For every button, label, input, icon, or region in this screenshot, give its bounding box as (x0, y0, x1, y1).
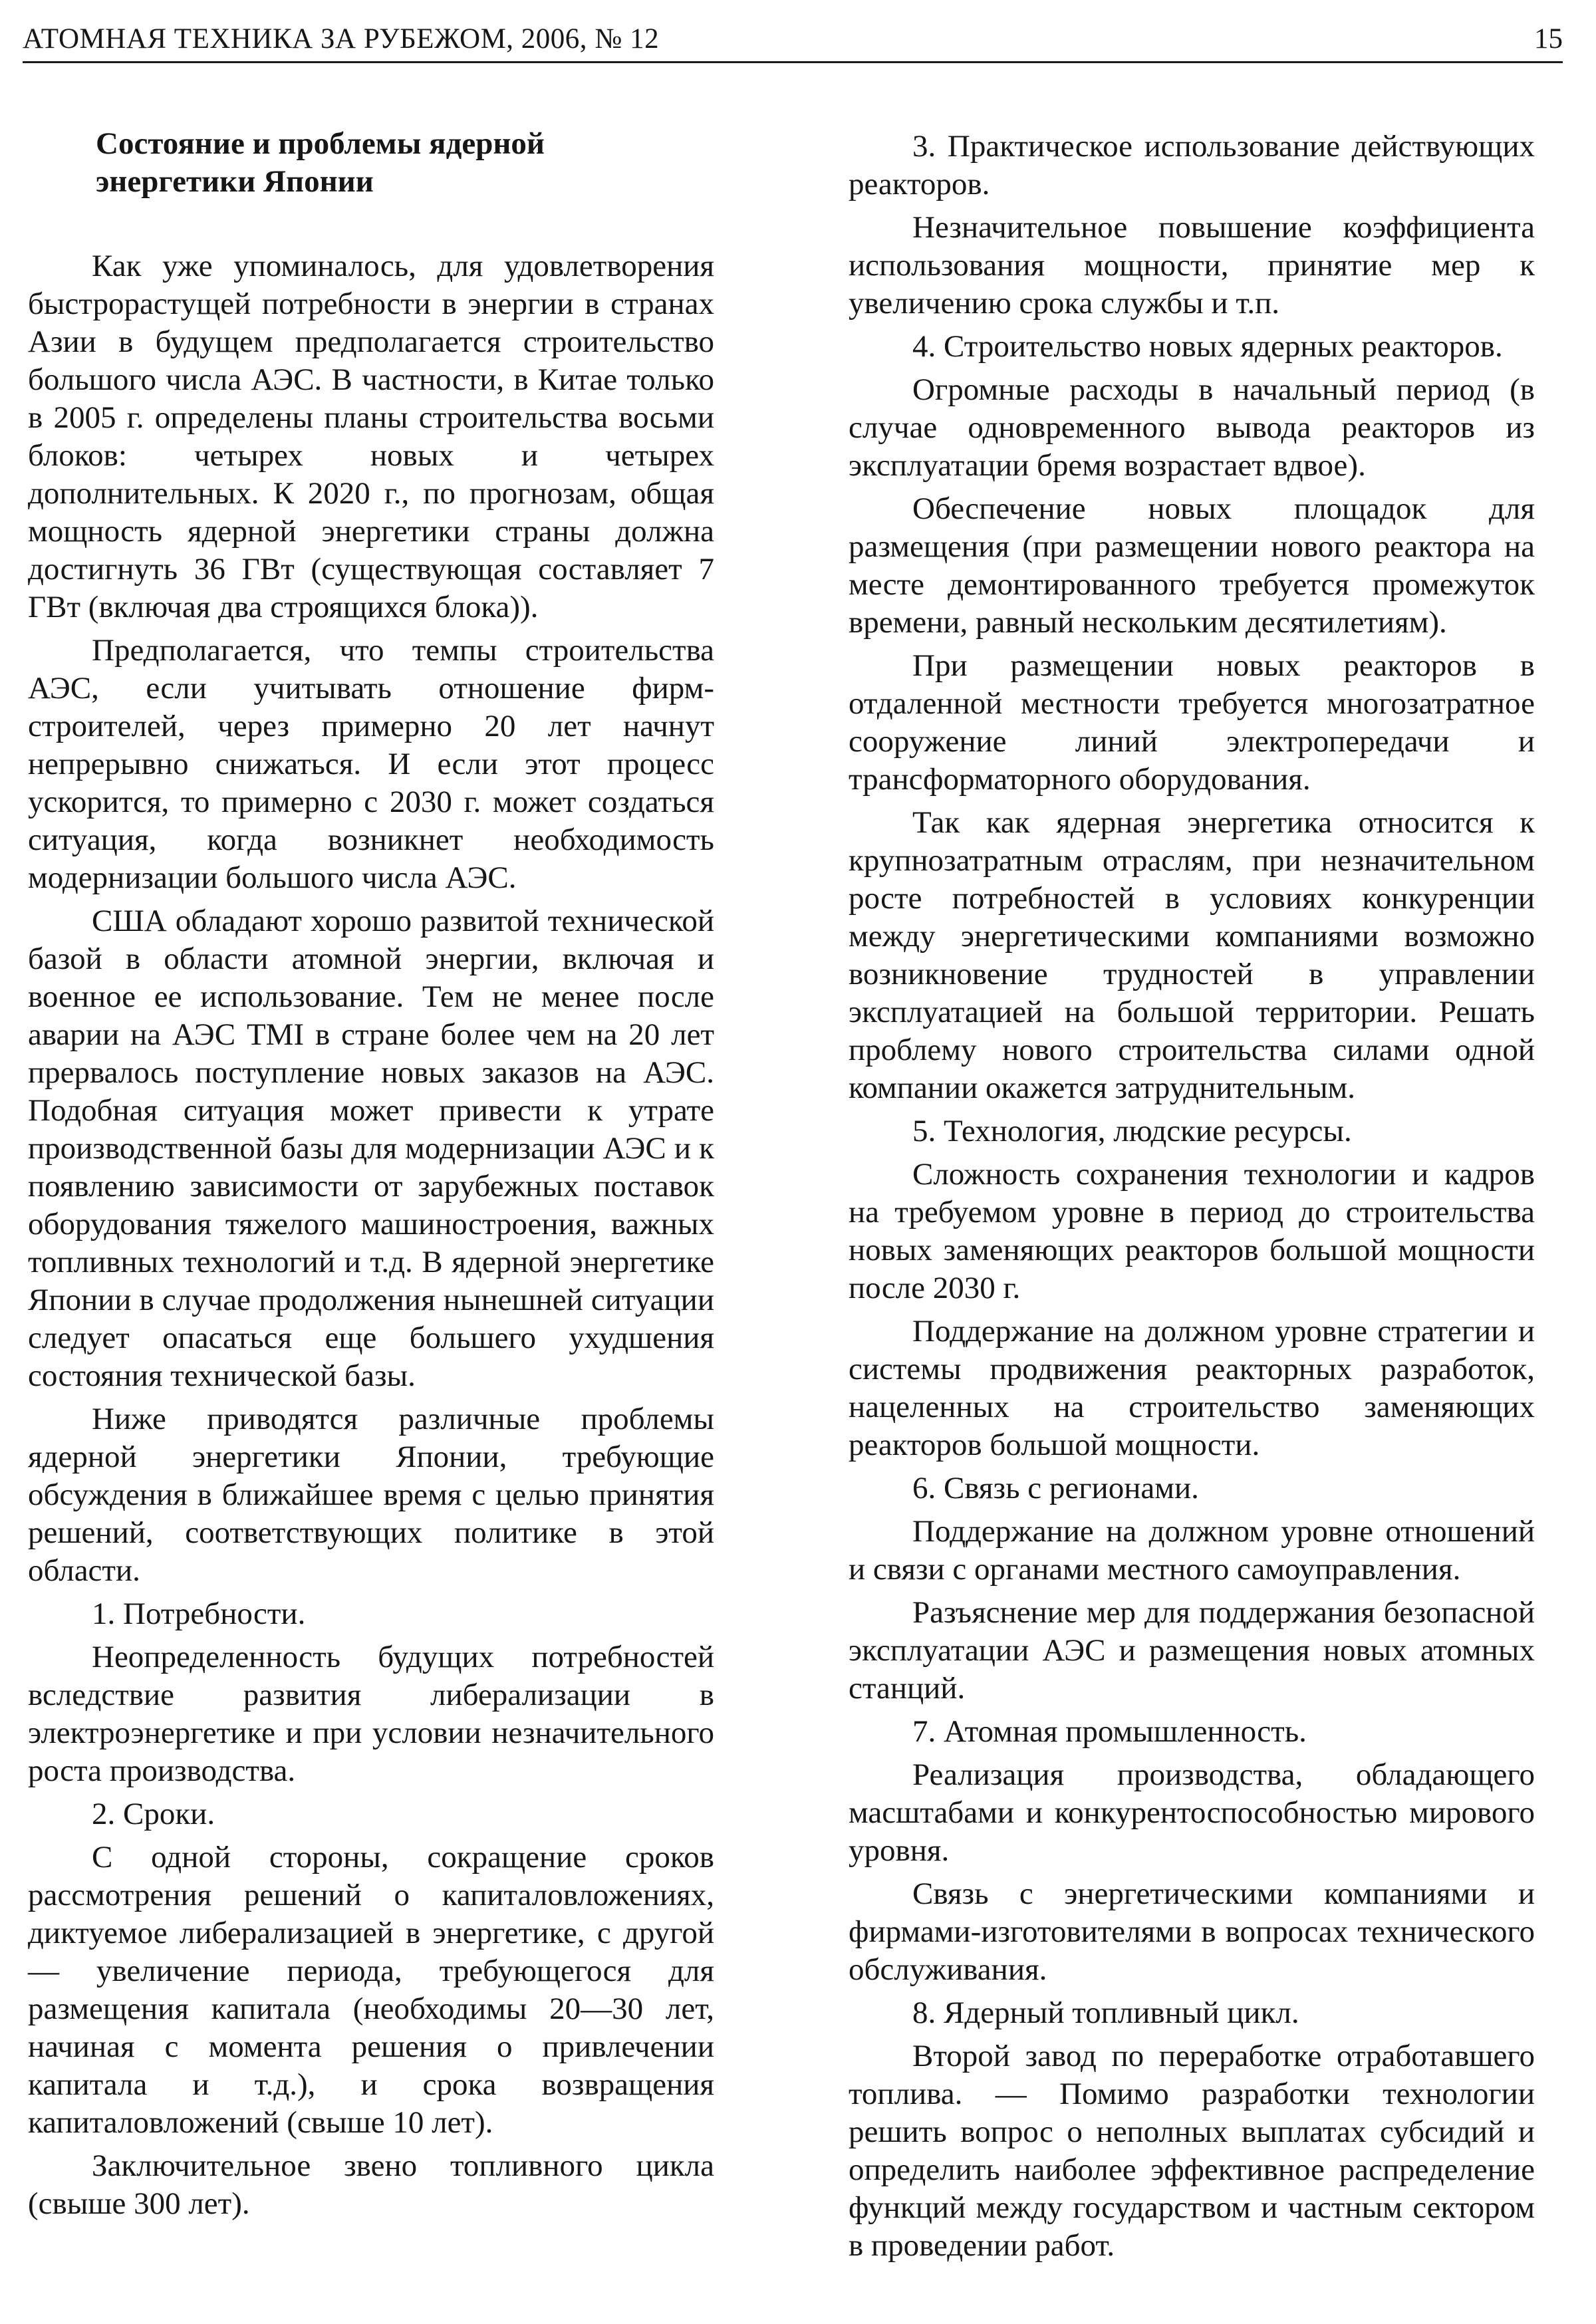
left-column (28, 125, 714, 2223)
section-heading: 6. Связь с регионами. (912, 1471, 1199, 1505)
section-heading: 7. Атомная промышленность. (912, 1714, 1307, 1749)
article-title (96, 125, 714, 201)
paragraph: Заключительное звено топливного цикла (свыше 300 лет). (28, 2148, 714, 2221)
section-heading: 1. Потребности. (92, 1597, 306, 1631)
paragraph: Разъяснение мер для поддержания безопасной эксплуатации АЭС и размещения новых атомных станций. (849, 1595, 1535, 1706)
article-title-line-1: Состояние и проблемы ядерной (96, 126, 545, 161)
paragraph: Сложность сохранения технологии и кадров на требуемом уровне в период до строительства новых заменяющих реакторов большой мощности после 2030 г. (849, 1157, 1535, 1305)
paragraph: Неопределенность будущих потребностей вследствие развития либерализации в электроэнергетике и при условии незначительного роста производства. (28, 1640, 714, 1788)
paragraph: Ниже приводятся различные проблемы ядерной энергетики Японии, требующие обсуждения в ближайшее время с целью принятия решений, соответствующих политике в этой области. (28, 1402, 714, 1588)
section-heading: 5. Технология, людские ресурсы. (912, 1114, 1352, 1148)
paragraph: Как уже упоминалось, для удовлетворения быстрорастущей потребности в энергии в странах Азии в будущем предполагается строительство большого числа АЭС. В частности, в Китае только в 2005 г. определены планы строительства восьми блоков: четырех новых и четырех дополнительных. К 2020 г., по прогнозам, общая мощность ядерной энергетики страны должна достигнуть 36 ГВт (существующая составляет 7 ГВт (включая два строящихся блока)). (28, 249, 714, 624)
paragraph: Так как ядерная энергетика относится к крупнозатратным отраслям, при незначительном росте потребностей в условиях конкуренции между энергетическими компаниями возможно возникновение трудностей в управлении эксплуатацией на большой территории. Решать проблему нового строительства силами одной компании окажется затруднительным. (849, 805, 1535, 1105)
section-heading: 3. Практическое использование действующих реакторов. (849, 129, 1535, 201)
paragraph: США обладают хорошо развитой технической базой в области атомной энергии, включая и военное ее использование. Тем не менее после аварии на АЭС TMI в стране более чем на 20 лет прервалось поступление новых заказов на АЭС. Подобная ситуация может привести к утрате производственной базы для модернизации АЭС и к появлению зависимости от зарубежных поставок оборудования тяжелого машиностроения, важных топливных технологий и т.д. В ядерной энергетике Японии в случае продолжения нынешней ситуации следует опасаться еще большего ухудшения состояния технической базы. (28, 904, 714, 1393)
section-heading: 2. Сроки. (92, 1797, 215, 1831)
running-header (23, 20, 1563, 59)
section-heading: 4. Строительство новых ядерных реакторов. (912, 329, 1503, 364)
paragraph: Реализация производства, обладающего масштабами и конкурентоспособностью мирового уровня. (849, 1757, 1535, 1868)
article-title-line-2: энергетики Японии (96, 164, 374, 199)
paragraph: При размещении новых реакторов в отдаленной местности требуется многозатратное сооружение линий электропередачи и трансформаторного оборудования. (849, 648, 1535, 797)
paragraph: Незначительное повышение коэффициента использования мощности, принятие мер к увеличению срока службы и т.п. (849, 210, 1535, 321)
paragraph: Огромные расходы в начальный период (в случае одновременного вывода реакторов из эксплуатации бремя возрастает вдвое). (849, 372, 1535, 483)
paragraph: Поддержание на должном уровне отношений и связи с органами местного самоуправления. (849, 1514, 1535, 1587)
page-number: 15 (1534, 23, 1563, 55)
paragraph: Предполагается, что темпы строительства АЭС, если учитывать отношение фирм-строителей, через примерно 20 лет начнут непрерывно снижаться. И если этот процесс ускорится, то примерно с 2030 г. может создаться ситуация, когда возникнет необходимость модернизации большого числа АЭС. (28, 633, 714, 895)
section-heading: 8. Ядерный топливный цикл. (912, 1996, 1299, 2030)
paragraph: Поддержание на должном уровне стратегии и системы продвижения реакторных разработок, нацеленных на строительство заменяющих реакторов большой мощности. (849, 1314, 1535, 1462)
right-column (849, 128, 1535, 2265)
paragraph: Второй завод по переработке отработавшего топлива. — Помимо разработки технологии решить вопрос о неполных выплатах субсидий и определить наиболее эффективное распределение функций между государством и частным сектором в проведении работ. (849, 2039, 1535, 2263)
journal-title: АТОМНАЯ ТЕХНИКА ЗА РУБЕЖОМ, 2006, № 12 (23, 23, 660, 55)
header-rule (23, 61, 1563, 63)
paragraph: Обеспечение новых площадок для размещения (при размещении нового реактора на месте демонтированного требуется промежуток времени, равный нескольким десятилетиям). (849, 491, 1535, 640)
paragraph: С одной стороны, сокращение сроков рассмотрения решений о капиталовложениях, диктуемое либерализацией в энергетике, с другой — увеличение периода, требующегося для размещения капитала (необходимы 20—30 лет, начиная с момента решения о привлечении капитала и т.д.), и срока возвращения капиталовложений (свыше 10 лет). (28, 1840, 714, 2140)
paragraph: Связь с энергетическими компаниями и фирмами-изготовителями в вопросах технического обслуживания. (849, 1876, 1535, 1987)
